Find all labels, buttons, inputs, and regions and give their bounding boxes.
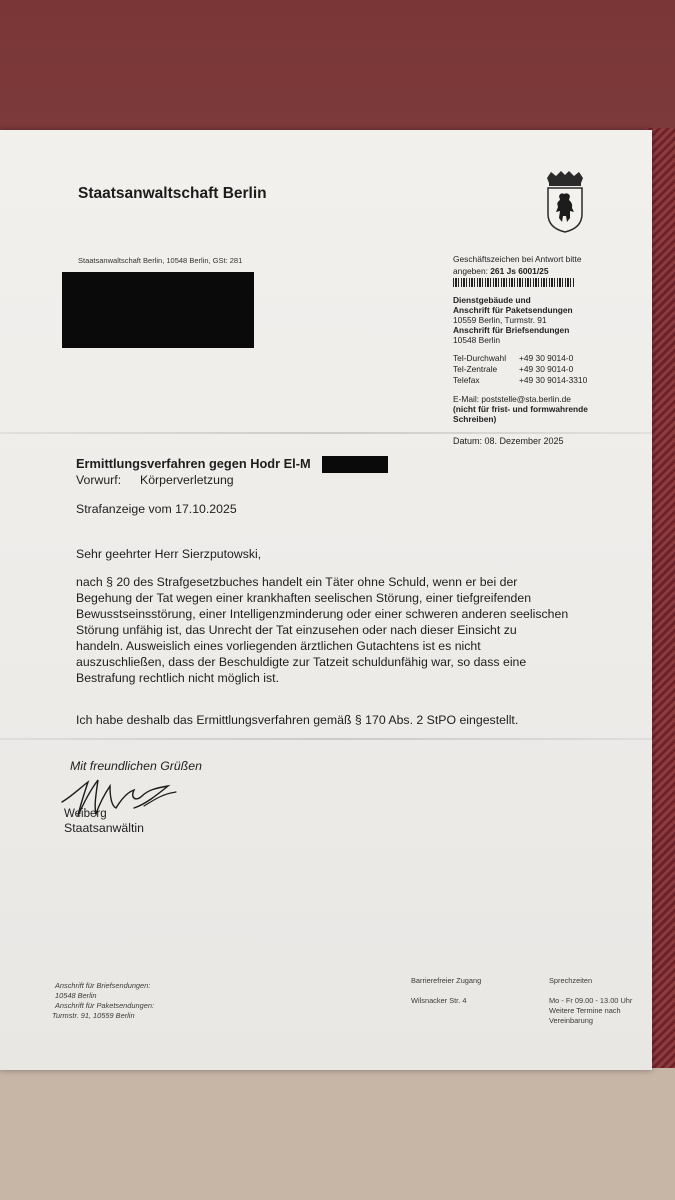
footer-parcels-label: Anschrift für Paketsendungen:	[55, 1001, 155, 1010]
phone-direct-value: +49 30 9014-0	[519, 353, 574, 363]
complaint-date: Strafanzeige vom 17.10.2025	[76, 502, 237, 516]
paragraph-line: Bewusstseinsstörung, einer Intelligenzminderung oder einer schweren anderen seelischen	[76, 607, 569, 621]
redacted-name	[322, 456, 388, 473]
letter-date: Datum: 08. Dezember 2025	[453, 436, 564, 446]
phone-central-value: +49 30 9014-0	[519, 364, 574, 374]
closing-greeting: Mit freundlichen Grüßen	[70, 759, 202, 773]
building-label-2: Anschrift für Paketsendungen	[453, 305, 573, 315]
building-address: 10559 Berlin, Turmstr. 91	[453, 315, 547, 325]
paragraph-line: Begehung der Tat wegen einer krankhaften seelischen Störung, einer tiefgreifenden	[76, 591, 532, 605]
background-top	[0, 0, 675, 135]
sender-return-line: Staatsanwaltschaft Berlin, 10548 Berlin, GSt: 281	[78, 256, 243, 265]
reference-label: angeben:	[453, 266, 488, 276]
fax-value: +49 30 9014-3310	[519, 375, 588, 385]
paragraph-line: auszuschließen, dass der Beschuldigte zur Tatzeit schuldunfähig war, so dass eine	[76, 655, 527, 669]
email-address: E-Mail: poststelle@sta.berlin.de	[453, 394, 571, 404]
fax-label: Telefax	[453, 375, 480, 385]
paragraph-line: Bestrafung rechtlich nicht möglich ist.	[76, 671, 279, 685]
conclusion: Ich habe deshalb das Ermittlungsverfahren gemäß § 170 Abs. 2 StPO eingestellt.	[76, 713, 519, 727]
phone-central-label: Tel-Zentrale	[453, 364, 498, 374]
berlin-bear-crest-icon	[543, 170, 587, 234]
footer-letters-address: 10548 Berlin	[55, 991, 97, 1000]
footer-hours-2: Weitere Termine nach	[549, 1006, 621, 1015]
footer-access-label: Barrierefreier Zugang	[411, 976, 482, 985]
footer-letters-label: Anschrift für Briefsendungen:	[55, 981, 151, 990]
building-label-1: Dienstgebäude und	[453, 295, 531, 305]
signer-title: Staatsanwältin	[64, 821, 144, 835]
footer-hours-3: Vereinbarung	[549, 1016, 593, 1025]
office-name: Staatsanwaltschaft Berlin	[78, 185, 267, 202]
background-bottom	[0, 1068, 675, 1200]
paper-fold	[0, 738, 652, 740]
signer-name: Weiberg	[64, 808, 107, 820]
subject-line: Ermittlungsverfahren gegen Hodr El-M	[76, 456, 311, 471]
paper-fold	[0, 432, 652, 434]
redacted-recipient-address	[62, 272, 254, 348]
email-note-1: (nicht für frist- und formwahrende	[453, 404, 588, 414]
paragraph-line: nach § 20 des Strafgesetzbuches handelt ein Täter ohne Schuld, wenn er bei der	[76, 575, 518, 589]
email-note-2: Schreiben)	[453, 414, 497, 424]
reference-barcode	[453, 278, 575, 287]
charge-label: Vorwurf:	[76, 473, 122, 487]
reference-intro: Geschäftszeichen bei Antwort bitte	[453, 254, 582, 264]
footer-parcels-address: Turmstr. 91, 10559 Berlin	[52, 1011, 135, 1020]
salutation: Sehr geehrter Herr Sierzputowski,	[76, 547, 262, 561]
letters-address: 10548 Berlin	[453, 335, 501, 345]
paragraph-line: Störung unfähig ist, das Unrecht der Tat einzusehen oder nach dieser Einsicht zu	[76, 623, 517, 637]
footer-hours-1: Mo - Fr 09.00 - 13.00 Uhr	[549, 996, 633, 1005]
phone-direct-label: Tel-Durchwahl	[453, 353, 507, 363]
letters-label: Anschrift für Briefsendungen	[453, 325, 570, 335]
paragraph-line: handeln. Ausweislich eines vorliegenden ärztlichen Gutachtens ist es nicht	[76, 639, 481, 653]
charge-text: Körperverletzung	[140, 473, 234, 487]
reference-number: 261 Js 6001/25	[490, 266, 549, 276]
reference-line	[453, 266, 548, 276]
footer-access-address: Wilsnacker Str. 4	[411, 996, 467, 1005]
footer-hours-label: Sprechzeiten	[549, 976, 593, 985]
